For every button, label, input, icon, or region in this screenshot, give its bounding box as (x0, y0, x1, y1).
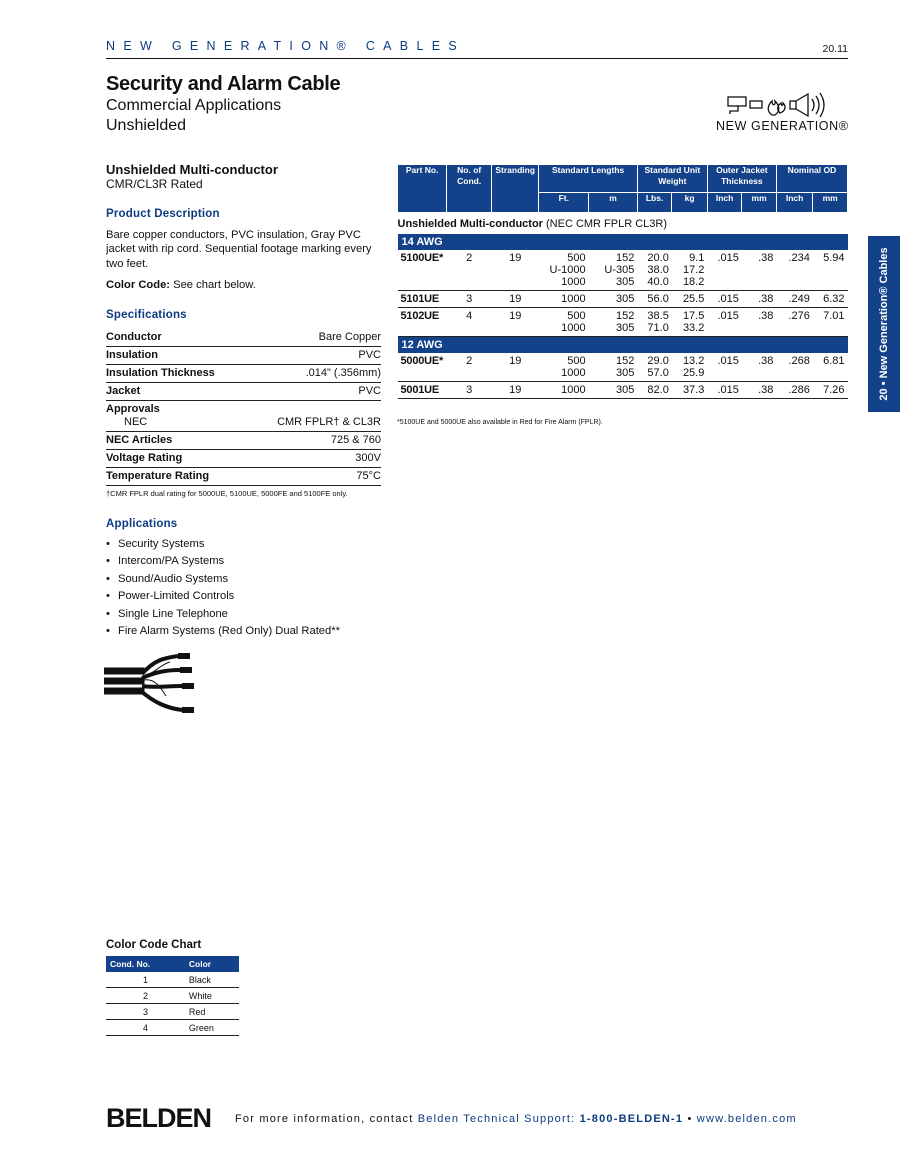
section-side-tab: 20 • New Generation® Cables (868, 236, 900, 412)
length-ft-cell: 500 1000 (539, 353, 589, 382)
cable-illustration (104, 650, 196, 718)
jacket-inch-cell: .015 (707, 382, 742, 399)
table-row (398, 353, 848, 382)
weight-kg-cell: 9.1 17.2 18.2 (672, 250, 708, 291)
group-title-row: Unshielded Multi-conductor (NEC CMR FPLR CL3R) (397, 218, 668, 230)
series-header: NEW GENERATION® CABLES (106, 39, 465, 53)
header-m: m (589, 193, 638, 213)
stranding-cell: 19 (492, 308, 539, 337)
color-code-chart-title: Color Code Chart (106, 939, 202, 951)
cond-cell: 3 (447, 382, 492, 399)
specifications-table (106, 329, 381, 486)
table-row (398, 291, 848, 308)
left-column (106, 162, 381, 641)
table-row (398, 308, 848, 337)
header-ft: Ft. (539, 193, 589, 213)
stranding-cell: 19 (492, 250, 539, 291)
header-color: Color (185, 956, 239, 972)
weight-kg-cell: 13.2 25.9 (672, 353, 708, 382)
od-inch-cell: .249 (776, 291, 813, 308)
applications-heading: Applications (106, 517, 178, 530)
weight-lbs-cell: 56.0 (637, 291, 672, 308)
jacket-inch-cell: .015 (707, 291, 742, 308)
od-mm-cell: 6.81 (813, 353, 848, 382)
weight-kg-cell: 37.3 (672, 382, 708, 399)
header-part-no: Part No. (398, 165, 447, 213)
weight-lbs-cell: 29.0 57.0 (637, 353, 672, 382)
spec-row: Jacket PVC (106, 383, 381, 401)
weight-kg-cell: 17.5 33.2 (672, 308, 708, 337)
part-number-cell: 5102UE (398, 308, 447, 337)
weight-lbs-cell: 38.5 71.0 (637, 308, 672, 337)
od-mm-cell: 7.01 (813, 308, 848, 337)
spec-row: Approvals NEC CMR FPLR† & CL3R (106, 401, 381, 432)
list-item: • Sound/Audio Systems (106, 571, 381, 589)
jacket-inch-cell: .015 (707, 308, 742, 337)
table-row: 2 White (106, 988, 239, 1004)
part-number-cell: 5100UE* (398, 250, 447, 291)
awg-row (398, 337, 848, 354)
cable-flame-speaker-icon (714, 83, 850, 119)
rows-14-awg (398, 250, 848, 337)
table-footnote: *5100UE and 5000UE also available in Red for Fire Alarm (FPLR). (397, 419, 603, 426)
jacket-mm-cell: .38 (742, 353, 777, 382)
table-row: 1 Black (106, 972, 239, 988)
header-outer-jacket: Outer Jacket Thickness (707, 165, 776, 193)
length-m-cell: 152 305 (589, 308, 638, 337)
length-m-cell: 152 U-305 305 (589, 250, 638, 291)
length-ft-cell: 1000 (539, 382, 589, 399)
list-item: • Security Systems (106, 536, 381, 554)
group-title: Unshielded Multi-conductor (397, 218, 543, 230)
awg-row (398, 234, 848, 250)
header-no-cond: No. of Cond. (447, 165, 492, 213)
header-std-weight: Standard Unit Weight (637, 165, 707, 193)
support-phone: 1-800-BELDEN-1 (579, 1113, 684, 1125)
header-mm-od: mm (813, 193, 848, 213)
belden-logo: BELDEN (106, 1103, 212, 1133)
od-inch-cell: .234 (776, 250, 813, 291)
od-inch-cell: .286 (776, 382, 813, 399)
od-inch-cell: .276 (776, 308, 813, 337)
page-title: Security and Alarm Cable (106, 73, 341, 95)
jacket-inch-cell: .015 (707, 250, 742, 291)
weight-kg-cell: 25.5 (672, 291, 708, 308)
list-item: • Power-Limited Controls (106, 588, 381, 606)
jacket-mm-cell: .38 (742, 308, 777, 337)
length-m-cell: 305 (589, 382, 638, 399)
header-cond-no: Cond. No. (106, 956, 185, 972)
page-subtitle-1: Commercial Applications (106, 97, 282, 114)
stranding-cell: 19 (492, 382, 539, 399)
od-inch-cell: .268 (776, 353, 813, 382)
cond-cell: 2 (447, 250, 492, 291)
spec-row: Voltage Rating 300V (106, 450, 381, 468)
applications-list (106, 536, 381, 642)
table-header-row (106, 956, 239, 972)
header-lbs: Lbs. (637, 193, 672, 213)
footer-contact: For more information, contact Belden Technical Support: 1-800-BELDEN-1 • www.belden.com (235, 1113, 797, 1125)
awg-12-label: 12 AWG (398, 337, 848, 354)
jacket-inch-cell: .015 (707, 353, 742, 382)
list-item: • Single Line Telephone (106, 606, 381, 624)
stranding-cell: 19 (492, 291, 539, 308)
weight-lbs-cell: 20.0 38.0 40.0 (637, 250, 672, 291)
header-nominal-od: Nominal OD (776, 165, 847, 193)
cond-cell: 2 (447, 353, 492, 382)
header-mm: mm (742, 193, 777, 213)
header-inch: Inch (707, 193, 742, 213)
part-number-cell: 5101UE (398, 291, 447, 308)
logo-wordmark: NEW GENERATION® (716, 119, 849, 133)
spec-row: Temperature Rating 75°C (106, 468, 381, 486)
od-mm-cell: 5.94 (813, 250, 848, 291)
table-header-row (398, 165, 848, 193)
cond-cell: 3 (447, 291, 492, 308)
length-ft-cell: 1000 (539, 291, 589, 308)
product-description: Bare copper conductors, PVC insulation, Gray PVC jacket with rip cord. Sequential footage marking every two feet. (106, 228, 372, 270)
part-number-cell: 5000UE* (398, 353, 447, 382)
jacket-mm-cell: .38 (742, 291, 777, 308)
spec-row: Insulation PVC (106, 347, 381, 365)
awg-14-label: 14 AWG (398, 234, 848, 250)
spec-row: Conductor Bare Copper (106, 329, 381, 347)
od-mm-cell: 7.26 (813, 382, 848, 399)
part-number-cell: 5001UE (398, 382, 447, 399)
jacket-mm-cell: .38 (742, 250, 777, 291)
product-heading: Unshielded Multi-conductor (106, 162, 278, 177)
header-inch-od: Inch (776, 193, 813, 213)
spec-row: Insulation Thickness .014" (.356mm) (106, 365, 381, 383)
stranding-cell: 19 (492, 353, 539, 382)
color-code-note: Color Code: See chart below. (106, 279, 256, 291)
cable-icon (104, 650, 196, 718)
page-subtitle-2: Unshielded (106, 117, 187, 134)
od-mm-cell: 6.32 (813, 291, 848, 308)
length-ft-cell: 500 1000 (539, 308, 589, 337)
table-row (398, 250, 848, 291)
table-row: 4 Green (106, 1020, 239, 1036)
spec-footnote: †CMR FPLR dual rating for 5000UE, 5100UE, 5000FE and 5100FE only. (106, 488, 348, 498)
page-number: 20.11 (822, 43, 848, 55)
new-generation-logo (714, 83, 850, 137)
table-row (398, 382, 848, 399)
header-stranding: Stranding (492, 165, 539, 213)
list-item: • Intercom/PA Systems (106, 553, 381, 571)
cond-cell: 4 (447, 308, 492, 337)
table-row: 3 Red (106, 1004, 239, 1020)
cable-spec-table (397, 164, 848, 399)
jacket-mm-cell: .38 (742, 382, 777, 399)
header-rule (106, 58, 848, 59)
specifications-heading: Specifications (106, 308, 187, 321)
website-link[interactable]: www.belden.com (696, 1113, 797, 1125)
product-rating: CMR/CL3R Rated (106, 177, 203, 191)
list-item: • Fire Alarm Systems (Red Only) Dual Rated** (106, 623, 381, 641)
color-code-table (106, 956, 239, 1036)
spec-row: NEC Articles 725 & 760 (106, 432, 381, 450)
length-m-cell: 152 305 (589, 353, 638, 382)
header-kg: kg (672, 193, 708, 213)
product-description-heading: Product Description (106, 207, 220, 220)
length-m-cell: 305 (589, 291, 638, 308)
length-ft-cell: 500 U-1000 1000 (539, 250, 589, 291)
weight-lbs-cell: 82.0 (637, 382, 672, 399)
rows-12-awg (398, 353, 848, 399)
header-std-lengths: Standard Lengths (539, 165, 637, 193)
